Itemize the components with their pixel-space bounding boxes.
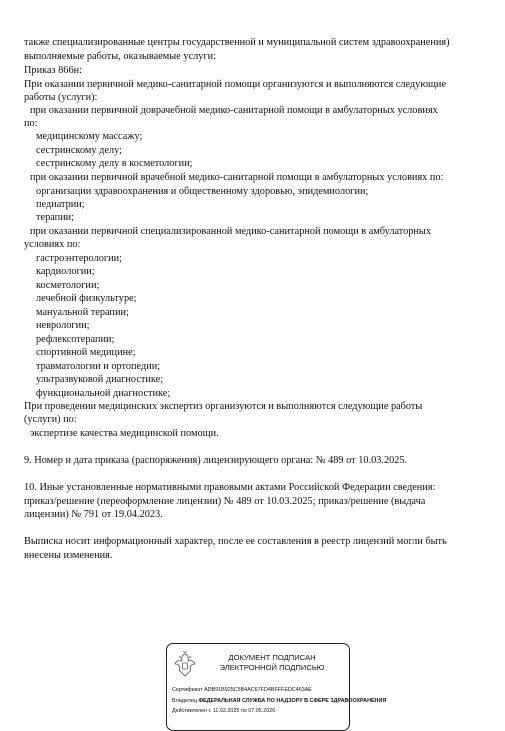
list-item: рефлексотерапии;: [36, 334, 115, 345]
text-line: (услуги) по:: [24, 414, 77, 425]
section-10: 10. Иные установленные нормативными правовыми актами Российской Федерации сведения:: [24, 482, 436, 493]
list-item: сестринскому делу;: [36, 145, 122, 156]
list-item: косметологии;: [36, 280, 100, 291]
text-line: внесены изменения.: [24, 550, 113, 561]
list-item: медицинскому массажу;: [36, 131, 143, 142]
text-line: при оказании первичной врачебной медико-санитарной помощи в амбулаторных условиях по:: [30, 172, 444, 183]
list-item: экспертизе качества медицинской помощи.: [30, 428, 219, 439]
text-line: выполняемые работы, оказываемые услуги:: [24, 51, 216, 62]
text-line: по:: [24, 118, 38, 129]
text-line: При оказании первичной медико-санитарной помощи организуются и выполняются следующие: [24, 79, 447, 90]
text-line: приказ/решение (переоформление лицензии) № 489 от 10.03.2025; приказ/решение (выдача: [24, 496, 426, 507]
text-line: условиях по:: [24, 239, 81, 250]
list-item: терапии;: [36, 212, 75, 223]
stamp-title: ЭЛЕКТРОННОЙ ПОДПИСЬЮ: [219, 663, 325, 672]
text-line: При проведении медицинских экспертиз организуются и выполняются следующие работы: [24, 401, 423, 412]
validity-period: Действителен с 11.02.2025 по 07.05.2026: [172, 708, 276, 714]
text-line: при оказании первичной доврачебной медико-санитарной помощи в амбулаторных условиях: [30, 105, 438, 116]
list-item: педиатрии;: [36, 199, 85, 210]
list-item: сестринскому делу в косметологии;: [36, 158, 193, 169]
owner-line: [172, 697, 386, 705]
list-item: спортивной медицине;: [36, 347, 136, 358]
list-item: неврологии;: [36, 320, 90, 331]
list-item: организации здравоохранения и общественному здоровью, эпидемиологии;: [36, 186, 369, 197]
stamp-title: ДОКУМЕНТ ПОДПИСАН: [228, 653, 316, 662]
owner-prefix: Владелец: [172, 698, 199, 704]
list-item: кардиологии;: [36, 266, 95, 277]
text-line: работы (услуги):: [24, 92, 98, 103]
certificate-number: Сертификат ADB91B925C5B4AC67FD4BFFFEDC463AE: [172, 687, 312, 693]
electronic-signature-stamp: [166, 643, 387, 731]
disclaimer: Выписка носит информационный характер, после ее составления в реестр лицензий могли быть: [24, 536, 447, 547]
list-item: ультразвуковой диагностике;: [36, 374, 164, 385]
text-line: при оказании первичной специализированной медико-санитарной помощи в амбулаторных: [30, 226, 431, 237]
owner-name: ФЕДЕРАЛЬНАЯ СЛУЖБА ПО НАДЗОРУ В СФЕРЕ ЗДРАВООХРАНЕНИЯ: [198, 698, 387, 704]
list-item: мануальной терапии;: [36, 307, 129, 318]
section-9: 9. Номер и дата приказа (распоряжения) лицензирующего органа: № 489 от 10.03.2025.: [24, 455, 408, 466]
list-item: лечебной физкультуре;: [36, 293, 137, 304]
text-line: лицензии) № 791 от 19.04.2023.: [24, 509, 163, 520]
list-item: функциональной диагностике;: [36, 388, 171, 399]
list-item: гастроэнтерологии;: [36, 253, 122, 264]
list-item: травматологии и ортопедии;: [36, 361, 161, 372]
text-line: также специализированные центры государственной и муниципальной систем здравоохранения): [24, 37, 450, 48]
text-line: Приказ 866н:: [24, 65, 82, 76]
coat-of-arms-icon: [173, 650, 197, 678]
